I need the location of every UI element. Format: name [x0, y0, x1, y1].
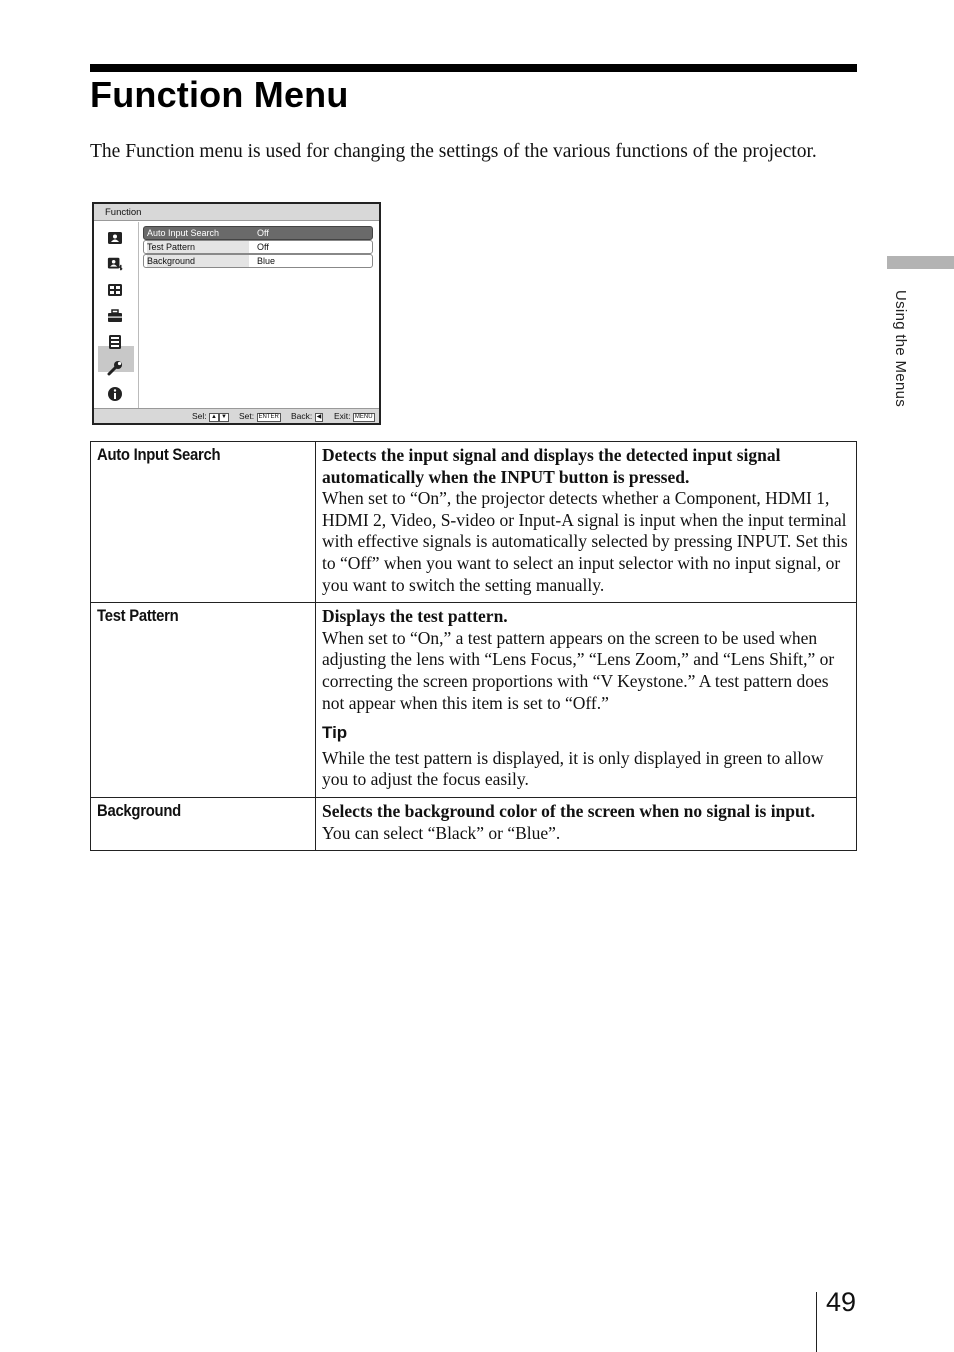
enter-key-icon: ENTER — [258, 414, 279, 420]
osd-footer-exit: Exit: MENU — [334, 411, 373, 421]
function-icon — [107, 335, 123, 349]
item-description-cell — [316, 442, 857, 603]
osd-row-background[interactable] — [143, 254, 373, 268]
page-title: Function Menu — [90, 74, 349, 115]
intro-paragraph: The Function menu is used for changing the settings of the various functions of the projector. — [90, 141, 817, 162]
section-tab-marker — [887, 256, 954, 269]
osd-row-label: Auto Input Search — [147, 228, 220, 238]
down-arrow-key-icon: ▼ — [220, 414, 227, 420]
table-row — [91, 797, 857, 850]
function-settings-table — [90, 441, 857, 851]
osd-row-value: Off — [257, 228, 269, 238]
item-name-cell: Background — [91, 797, 316, 850]
item-heading: Displays the test pattern. — [322, 606, 508, 627]
item-name-cell: Test Pattern — [91, 603, 316, 798]
item-body: When set to “On”, the projector detects whether a Component, HDMI 1, HDMI 2, Video, S-video or Input-A signal is input when the input terminal with effective signals is automatically selected by pressing INPUT. Set this to “Off” when you want to select an input selector with no input signal, or you want to switch the setting manually. — [322, 488, 848, 595]
screen-icon — [107, 283, 123, 297]
osd-row-value: Blue — [257, 256, 276, 266]
table-row — [91, 603, 857, 798]
tip-label: Tip — [322, 723, 348, 743]
osd-footer-sel: Sel: ▲ ▼ — [192, 411, 227, 421]
osd-row-label: Background — [147, 255, 249, 267]
osd-row-label: Test Pattern — [147, 241, 249, 253]
left-arrow-key-icon: ◀ — [316, 414, 322, 420]
up-arrow-key-icon: ▲ — [211, 414, 217, 420]
item-description-cell — [316, 797, 857, 850]
osd-footer-back: Back: ◀ — [291, 411, 322, 421]
osd-row-value: Off — [257, 242, 269, 252]
osd-menu-screenshot — [92, 202, 381, 425]
osd-menu-sidebar — [94, 222, 139, 409]
page-number-divider — [816, 1292, 817, 1352]
item-heading: Selects the background color of the screen when no signal is input. — [322, 800, 815, 821]
item-description-cell — [316, 603, 857, 798]
page-number: 49 — [826, 1287, 857, 1317]
osd-row-auto-input-search[interactable] — [143, 226, 373, 240]
picture-icon — [107, 231, 123, 245]
setup-icon — [107, 309, 123, 323]
item-body: You can select “Black” or “Blue”. — [322, 822, 561, 843]
title-rule — [90, 64, 857, 72]
osd-menu-header: Function — [94, 204, 379, 221]
osd-footer-set: Set: ENTER — [239, 411, 279, 421]
information-icon — [107, 387, 123, 401]
installation-icon — [107, 361, 123, 375]
item-body: When set to “On,” a test pattern appears on the screen to be used when adjusting the lens with “Lens Focus,” “Lens Zoom,” and “Lens Shift,” or correcting the screen proportions with “V Keystone.” A test pattern does not appear when this item is set to “Off.” — [322, 627, 835, 713]
picture-advanced-icon — [107, 257, 123, 271]
osd-menu-footer — [94, 408, 379, 423]
section-side-label: Using the Menus — [892, 290, 909, 408]
osd-row-test-pattern[interactable] — [143, 240, 373, 254]
table-row — [91, 442, 857, 603]
item-name-cell: Auto Input Search — [91, 442, 316, 603]
menu-key-icon: MENU — [354, 414, 373, 420]
tip-text: While the test pattern is displayed, it is only displayed in green to allow you to adjust the focus easily. — [322, 747, 824, 790]
item-heading: Detects the input signal and displays the detected input signal automatically when the INPUT button is pressed. — [322, 445, 781, 487]
